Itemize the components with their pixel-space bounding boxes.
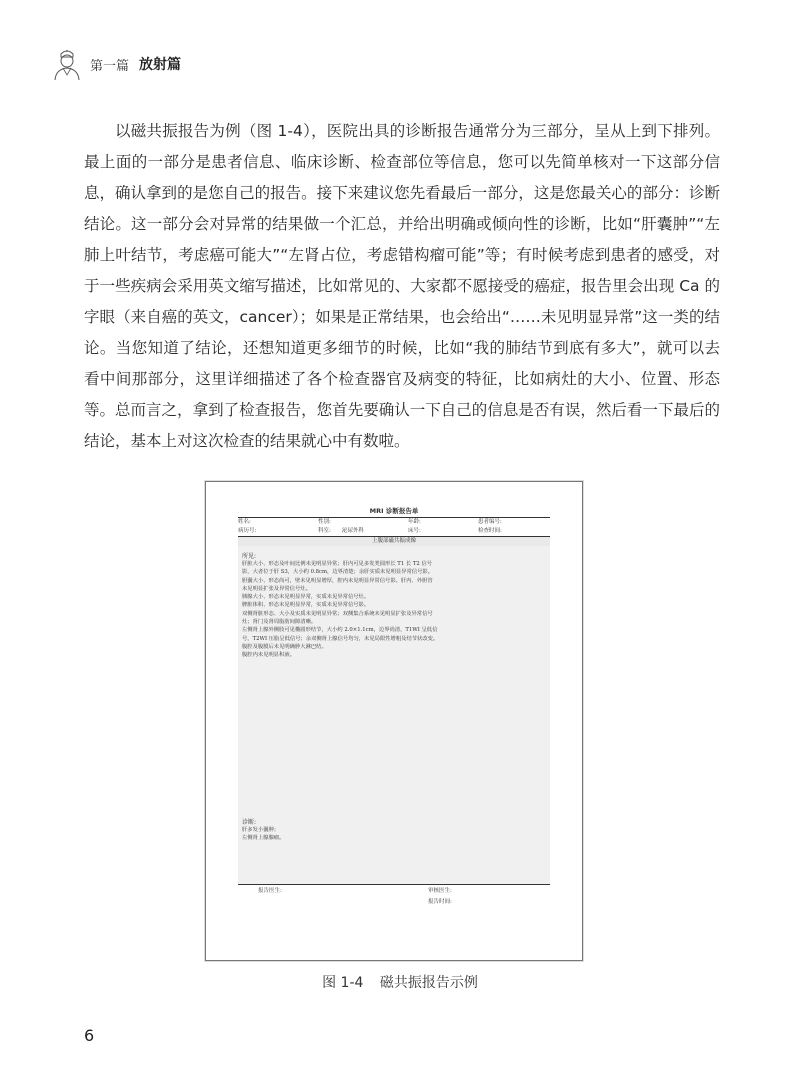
findings-label: 所见: — [242, 553, 257, 560]
finding-line: 号，T2WI 压脂呈低信号；余双侧肾上腺信号均匀，未见局限性增粗及结节状改变。 — [242, 635, 439, 642]
report-title: MRI 诊断报告单 — [369, 507, 419, 515]
finding-line: 脾脏体积、形态未见明显异常，实质未见异常信号影。 — [242, 602, 370, 609]
finding-line: 左侧肾上腺外侧肢可见椭圆形结节，大小约 2.0×1.1cm，边界尚清，T1WI 呈低信 — [242, 627, 438, 634]
caption-number: 图 1-4 — [322, 975, 364, 991]
report-signatures — [238, 885, 550, 911]
finding-line: 腹腔内未见明显积液。 — [242, 652, 295, 659]
finding-line: 胰腺大小、形态未见明显异常，实质未见异常信号灶。 — [242, 594, 370, 601]
caption-text: 磁共振报告示例 — [379, 975, 478, 991]
diagnosis-label: 诊断: — [242, 819, 257, 826]
finding-line: 未见明显扩张及异常信号灶。 — [242, 585, 311, 592]
time-label: 报告时间: — [428, 899, 452, 905]
diagnosis-line: 左侧肾上腺腺瘤。 — [242, 835, 285, 842]
finding-line: 影，大者位于肝 S3，大小约 0.8cm，边界清楚；余肝实质未见明显异常信号影。 — [242, 569, 433, 576]
part-title: 放射篇 — [139, 57, 182, 73]
doctor-avatar-icon — [52, 47, 82, 81]
finding-line: 双侧肾脏形态、大小及实质未见明显异常；双侧集合系统未见明显扩张及异常信号 — [242, 610, 433, 617]
mri-report-sheet — [238, 506, 550, 911]
finding-line: 灶；肾门及肾周脂肪间隙清晰。 — [242, 619, 317, 626]
body-paragraph-1: 以磁共振报告为例（图 1-4），医院出具的诊断报告通常分为三部分，呈从上到下排列。最上面的一部分是患者信息、临床诊断、检查部位等信息，您可以先简单核对一下这部分信息，确认拿到的是您自己的报告。接下来建议您先看最后一部分，这是您最关心的部分：诊断结论。这一部分会对异常的结果做一个汇总，并给出明确或倾向性的诊断，比如“肝囊肿”“左肺上叶结节，考虑癌可能大”“左肾占位，考虑错构瘤可能”等；有时候考虑到患者的感受，对于一些疾病会采用英文缩写描述，比如常见的、大家都不愿接受的癌症，报告里会出现 Ca 的字眼（来自癌的英文，cancer）；如果是正常结果，也会给出“……未见明显异常”这一类的结论。当您知道了结论，还想知道更多细节的时候，比如“我的肺结节到底有多大”，就可以去看中间那部分，这里详细描述了各个检查器官及病变的特征，比如病灶的大小、位置、形态等。 — [84, 122, 720, 419]
diagnosis-line: 肝多发小囊肿； — [242, 827, 280, 833]
report-section-header: 上腹部磁共振成像 — [238, 537, 550, 546]
finding-line: 腹腔及腹膜后未见明确肿大淋巴结。 — [242, 643, 327, 650]
page-header — [52, 44, 181, 84]
figure-caption — [0, 972, 800, 992]
report-info-row-2: 病历号: 科室: 泌尿外科 床号: 检查时间: — [238, 528, 502, 534]
page-number: 6 — [84, 1026, 95, 1045]
body-paragraph-2: 总而言之，拿到了检查报告，您首先要确认一下自己的信息是否有误，然后看一下最后的结论，基本上对这次检查的结果就心中有数啦。 — [84, 401, 720, 450]
report-body — [238, 546, 550, 884]
reviewer-label: 审核医生: — [428, 888, 452, 894]
doctor-label: 报告医生: — [258, 888, 282, 894]
part-label: 第一篇 — [90, 58, 130, 74]
report-info-row-1: 姓名: 性别: 年龄: 患者编号: — [238, 519, 502, 525]
report-figure — [205, 481, 583, 961]
finding-line: 胆囊大小、形态尚可，壁未见明显增厚，腔内未见明显异常信号影。肝内、外胆管 — [242, 577, 433, 584]
diagnosis-block — [242, 816, 284, 843]
finding-line: 肝脏大小、形态及叶间比例未见明显异常；肝内可见多发类圆形长 T1 长 T2 信号 — [242, 561, 433, 567]
